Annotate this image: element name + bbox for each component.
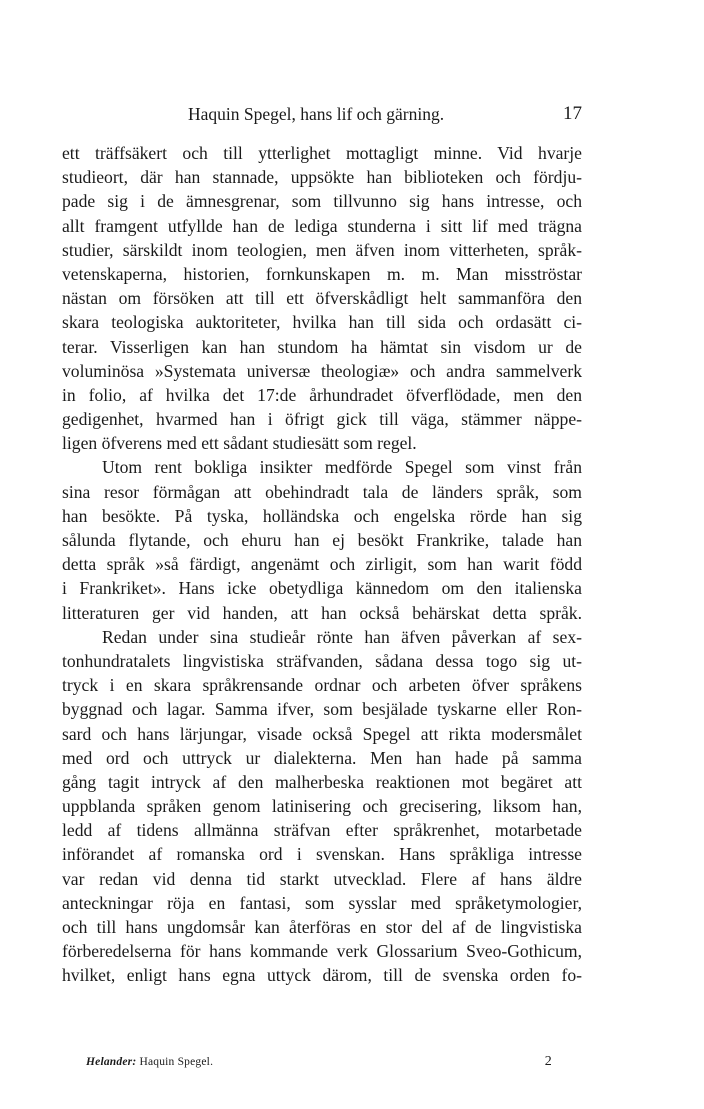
paragraph-3	[62, 625, 582, 988]
text-line: med ord och uttryck ur dialekterna. Men han hade på samma	[62, 747, 582, 768]
text-line: studier, särskildt inom teologien, men äfven inom vitterheten, språk-	[62, 239, 582, 260]
text-line: ligen öfverens med ett sådant studiesätt som regel.	[62, 433, 417, 454]
text-line: ledd af tidens allmänna sträfvan efter språkrenhet, motarbetade	[62, 820, 582, 841]
text-line: och till hans ungdomsår kan återföras en stor del af de lingvistiska	[62, 917, 582, 937]
text-line: studieort, där han stannade, uppsökte han biblioteken och fördju-	[62, 167, 582, 188]
text-line: införandet af romanska ord i svenskan. Hans språkliga intresse	[62, 844, 582, 865]
signature-footer	[86, 1056, 552, 1074]
text-line: terar. Visserligen kan han stundom ha hämtat sin visdom ur de	[62, 336, 582, 357]
text-line: tryck i en skara språkrensande ordnar och arbeten öfver språkens	[62, 675, 582, 696]
text-line: uppblanda språken genom latinisering och grecisering, liksom han,	[62, 796, 582, 817]
text-line: gedigenhet, hvarmed han i öfrigt gick till väga, stämmer näppe-	[62, 409, 582, 430]
text-line: nästan om försöken att till ett öfverskådligt helt sammanföra den	[62, 288, 582, 309]
text-line: förberedelserna för hans kommande verk Glossarium Sveo-Gothicum,	[62, 941, 582, 962]
text-line: var redan vid denna tid starkt utvecklad. Flere af hans äldre	[62, 868, 582, 889]
text-line: detta språk »så färdigt, angenämt och zirligit, som han warit född	[62, 554, 582, 575]
signature-mark: 2	[544, 1054, 552, 1069]
text-line: sina resor förmågan att obehindradt tala de länders språk, som	[62, 481, 582, 502]
text-line: sålunda flytande, och ehuru han ej besökt Frankrike, talade han	[62, 530, 582, 550]
running-head	[62, 104, 582, 128]
body-text	[62, 141, 582, 988]
text-line: sard och hans lärjungar, visade också Spegel att rikta modersmålet	[62, 723, 582, 744]
text-line: Redan under sina studieår rönte han äfven påverkan af sex-	[102, 626, 582, 647]
paragraph-2	[62, 455, 582, 624]
text-line: voluminösa »Systemata universæ theologiæ» och andra sammelverk	[62, 360, 582, 381]
text-line: hvilket, enligt hans egna uttyck därom, till de svenska orden fo-	[62, 965, 582, 986]
text-line: byggnad och lagar. Samma ifver, som besjälade tyskarne eller Ron-	[62, 699, 582, 720]
text-line: pade sig i de ämnesgrenar, som tillvunno sig hans intresse, och	[62, 191, 582, 212]
text-line: ett träffsäkert och till ytterlighet mottagligt minne. Vid hvarje	[62, 143, 582, 163]
footer-title: Haquin Spegel.	[139, 1056, 214, 1068]
text-line: anteckningar röja en fantasi, som sysslar med språketymologier,	[62, 892, 582, 913]
page-number: 17	[563, 103, 582, 124]
text-line: gång tagit intryck af den malherbeska reaktionen mot begäret att	[62, 771, 582, 792]
paragraph-1	[62, 141, 582, 455]
text-line: allt framgent utfyllde han de lediga stunderna i sitt lif med trägna	[62, 215, 582, 236]
running-title: Haquin Spegel, hans lif och gärning.	[188, 104, 445, 124]
text-line: vetenskaperna, historien, fornkunskapen m. m. Man misströstar	[62, 263, 582, 284]
text-line: litteraturen ger vid handen, att han också behärskat detta språk.	[62, 602, 582, 623]
footer-author: Helander:	[86, 1056, 137, 1068]
text-line: Utom rent bokliga insikter medförde Spegel som vinst från	[102, 457, 582, 478]
text-line: skara teologiska auktoriteter, hvilka han till sida och ordasätt ci-	[62, 312, 582, 333]
text-line: han besökte. På tyska, holländska och engelska rörde han sig	[62, 505, 582, 526]
text-line: tonhundratalets lingvistiska sträfvanden, sådana dessa togo sig ut-	[62, 650, 582, 671]
text-line: in folio, af hvilka det 17:de århundradet öfverflödade, men den	[62, 384, 582, 405]
text-line: i Frankriket». Hans icke obetydliga kännedom om den italienska	[62, 578, 582, 599]
